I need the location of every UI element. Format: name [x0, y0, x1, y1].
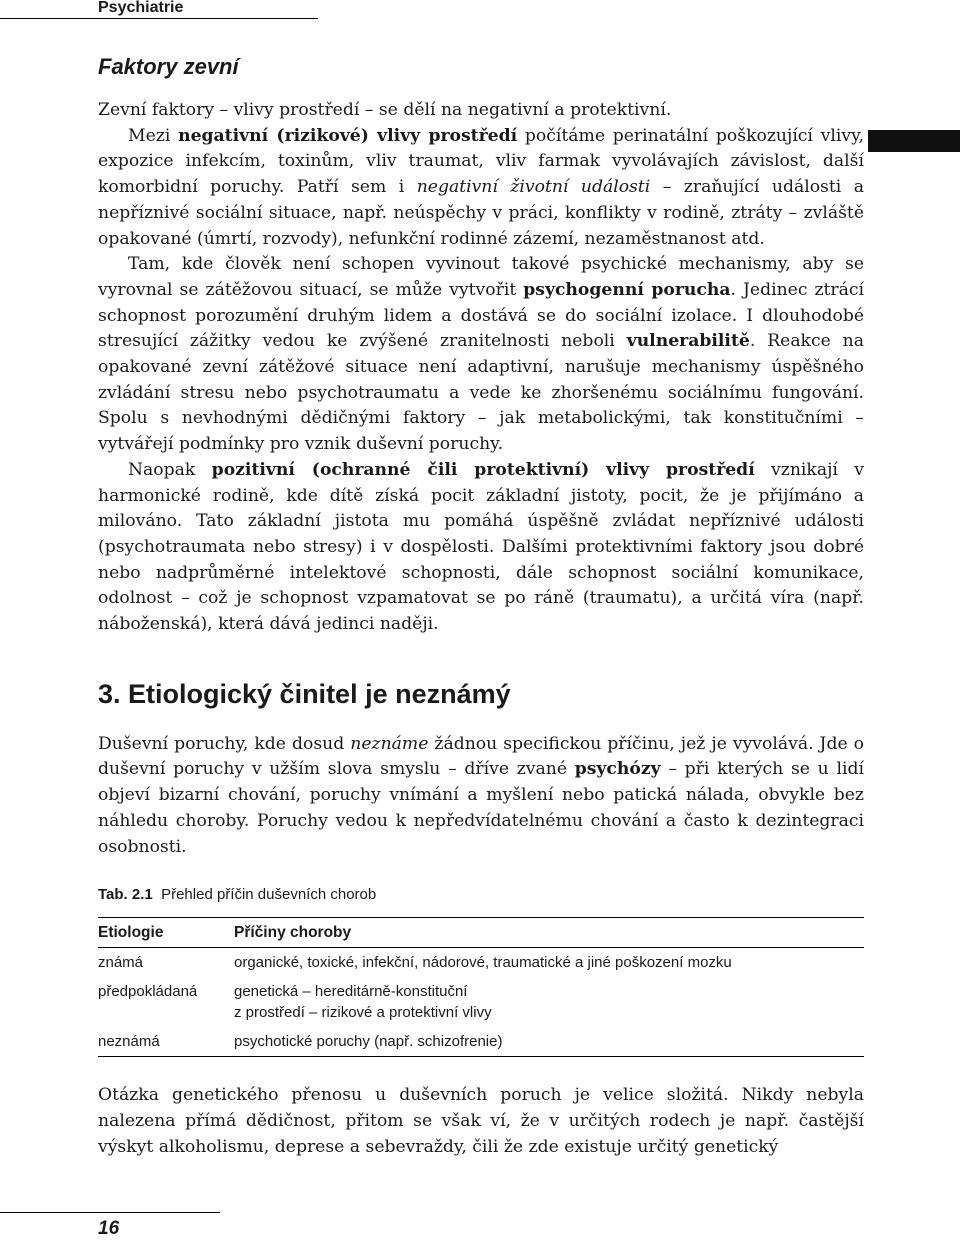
cell-causes	[234, 977, 864, 1027]
text-run: – zraňující události a nepříznivé sociální situace, např. neúspěchy v práci, konflikty v rodině, ztráty – zvláště opakované (úmrtí, rozvody), nefunkční rodinné zázemí, nezaměstnanost atd.	[98, 177, 864, 249]
text-run: počítáme perinatální poškozující vlivy, expozice infekcím, toxinům, vliv traumat, vliv farmak vyvolávajích závislost, další komorbidní poruchy. Patří sem i	[98, 125, 864, 198]
term-negative-influences: negativní (rizikové) vlivy prostředí	[178, 125, 518, 146]
page-content	[98, 50, 864, 1160]
paragraph-genetic-transmission: Otázka genetického přenosu u duševních poruch je velice složitá. Nikdy nebyla nalezena přímá dědičnost, přitom se však ví, že v určitých rodech je např. častější výskyt alkoholismu, deprese a sebevraždy, čili že zde existuje určitý genetický	[98, 1085, 864, 1157]
section-title-external-factors: Faktory zevní	[98, 54, 239, 79]
table-row	[98, 977, 864, 1027]
running-title: Psychiatrie	[98, 0, 184, 16]
text-run: Naopak	[128, 459, 212, 480]
page-number: 16	[98, 1218, 120, 1239]
paragraph-psychogenic-disorder	[98, 252, 864, 458]
cause-line: organické, toxické, infekční, nádorové, traumatické a jiné poškození mozku	[234, 954, 732, 972]
column-header-etiology: Etiologie	[98, 918, 234, 948]
footer-rule	[0, 1212, 220, 1213]
paragraph-psychoses	[98, 732, 864, 861]
table-row	[98, 948, 864, 978]
cell-causes	[234, 948, 864, 978]
term-psychoses: psychózy	[574, 759, 661, 780]
paragraph-intro: Zevní faktory – vlivy prostředí – se dělí na negativní a protektivní.	[98, 100, 672, 120]
term-positive-influences: pozitivní (ochranné čili protektivní) vlivy prostředí	[211, 459, 755, 480]
text-run: Mezi	[128, 125, 179, 146]
term-unknown: neznáme	[350, 733, 429, 754]
cause-line: z prostředí – rizikové a protektivní vlivy	[234, 1004, 492, 1022]
term-psychogenic-disorder: psychogenní porucha	[523, 279, 731, 300]
etiology-table	[98, 917, 864, 1057]
text-run: . Jedinec ztrácí schopnost porozumění druhým lidem a dostává se do sociální izolace. I dlouhodobé stresující zážitky vedou ke zvýšené zranitelnosti neboli	[98, 279, 865, 352]
running-head	[0, 0, 318, 19]
table-row	[98, 1027, 864, 1057]
cause-line: genetická – hereditárně-konstituční	[234, 983, 468, 1001]
text-run: . Reakce na opakované zevní zátěžové situace není adaptivní, narušuje mechanismy úspěšného zvládání stresu nebo psychotraumatu a vede ke zhoršenému sociálnímu fungování. Spolu s nevhodnými dědičnými faktory – jak metabolickými, tak konstitučními – vytvářejí podmínky pro vznik duševní poruchy.	[98, 331, 864, 455]
term-vulnerability: vulnerabilitě	[626, 331, 750, 352]
table-caption-text: Přehled příčin duševních chorob	[161, 886, 377, 904]
cell-causes	[234, 1027, 864, 1057]
cell-etiology: známá	[98, 954, 144, 972]
cell-etiology: neznámá	[98, 1033, 160, 1051]
paragraph-positive-influences	[98, 458, 864, 638]
table-caption	[98, 886, 864, 903]
section-title-unknown-etiology: 3. Etiologický činitel je neznámý	[98, 678, 511, 709]
text-run: vznikají v harmonické rodině, kde dítě získá pocit základní jistoty, pocit, že je přijímáno a milováno. Tato základní jistota mu pomáhá úspěšně zvládat nepříznivé události (psychotraumata nebo stresy) i v dospělosti. Dalšími protektivními faktory jsou dobré nebo nadprůměrné intelektové schopnosti, dále schopnost sociální komunikace, odolnost – což je schopnost vzpamatovat se po ráně (traumatu), a určitá víra (např. náboženská), která dává jedinci naději.	[98, 459, 864, 635]
term-negative-life-events: negativní životní události	[416, 177, 651, 198]
text-run: žádnou specifickou příčinu, jež je vyvolává. Jde o duševní poruchy v užším slova smyslu – dříve zvané	[98, 733, 865, 780]
text-run: Duševní poruchy, kde dosud	[98, 733, 351, 754]
cause-line: psychotické poruchy (např. schizofrenie)	[234, 1033, 503, 1051]
paragraph-negative-influences	[98, 124, 864, 253]
cell-etiology: předpokládaná	[98, 983, 198, 1001]
text-run: Tam, kde člověk není schopen vyvinout takové psychické mechanismy, aby se vyrovnal se zátěžovou situací, se může vytvořit	[98, 254, 864, 300]
table-header-row	[98, 918, 864, 948]
text-run: – při kterých se u lidí objeví bizarní chování, poruchy vnímání a myšlení nebo patická nálada, obvykle bez náhledu choroby. Poruchy vedou k nepředvídatelnému chování a často k dezintegraci osobnosti.	[98, 759, 864, 857]
table-caption-label: Tab. 2.1	[98, 886, 153, 904]
thumb-index-tab	[868, 130, 960, 152]
column-header-causes: Příčiny choroby	[234, 918, 864, 948]
